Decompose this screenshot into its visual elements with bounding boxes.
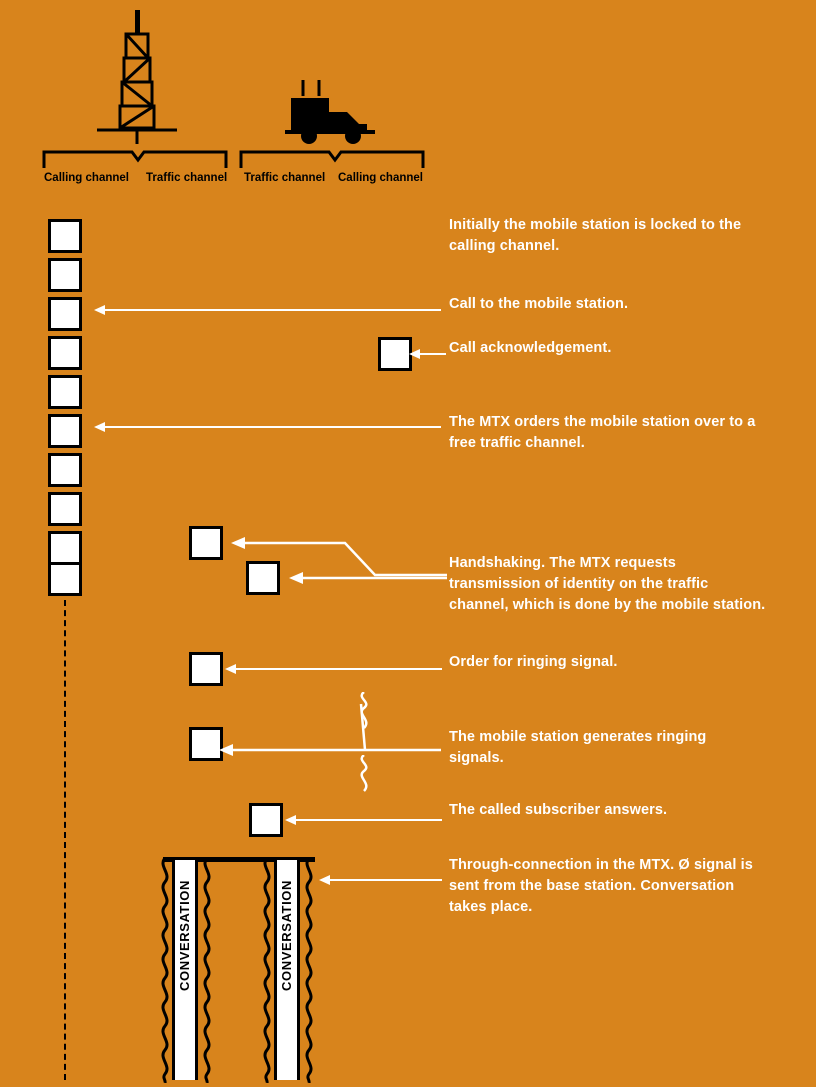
signal-box xyxy=(48,219,82,253)
leader-call-to-mobile xyxy=(105,309,441,311)
leader-subscriber-answers xyxy=(296,819,442,821)
label-base-traffic-channel: Traffic channel xyxy=(146,172,228,184)
conversation-edge-mid-2 xyxy=(260,858,274,1083)
label-mobile-calling-channel: Calling channel xyxy=(338,172,423,184)
radio-tower-icon xyxy=(95,8,191,153)
arrowhead-call-to-mobile xyxy=(94,305,105,315)
arrowhead-through-connection xyxy=(319,875,330,885)
annotation-order-ringing-signal: Order for ringing signal. xyxy=(449,654,618,670)
conversation-label-left: CONVERSATION xyxy=(177,880,192,991)
signal-box-ringing-order xyxy=(189,652,223,686)
leader-mtx-orders xyxy=(105,426,441,428)
annotation-handshaking: Handshaking. The MTX requests transmission of identity on the traffic channel, which is done by the mobile station. xyxy=(449,555,766,613)
annotation-subscriber-answers: The called subscriber answers. xyxy=(449,802,668,818)
leader-order-ringing xyxy=(236,668,442,670)
annotation-mtx-orders-traffic-channel: The MTX orders the mobile station over to a free traffic channel. xyxy=(449,414,756,451)
mobile-truck-icon xyxy=(285,80,377,151)
signal-box xyxy=(48,531,82,565)
signal-box xyxy=(48,336,82,370)
arrowhead-call-acknowledgement xyxy=(409,349,420,359)
leader-ringing-signals xyxy=(215,690,455,800)
signal-box xyxy=(48,414,82,448)
signal-box xyxy=(48,492,82,526)
ringing-squiggle-lower xyxy=(352,755,376,793)
label-base-calling-channel: Calling channel xyxy=(44,172,129,184)
base-station-channel-bracket xyxy=(42,148,228,175)
conversation-edge-mid xyxy=(200,858,214,1083)
signal-box xyxy=(48,562,82,596)
signal-box-handshake-1 xyxy=(189,526,223,560)
signal-box-call-acknowledgement xyxy=(378,337,412,371)
signal-box-subscriber-answers xyxy=(249,803,283,837)
leader-handshaking xyxy=(225,528,455,598)
arrowhead-mtx-orders xyxy=(94,422,105,432)
signal-box xyxy=(48,375,82,409)
signal-box xyxy=(48,453,82,487)
arrowhead-order-ringing xyxy=(225,664,236,674)
label-mobile-traffic-channel: Traffic channel xyxy=(244,172,326,184)
ringing-squiggle-upper xyxy=(352,692,376,730)
conversation-edge-right xyxy=(302,858,316,1083)
leader-through-connection xyxy=(330,879,442,881)
arrowhead-subscriber-answers xyxy=(285,815,296,825)
conversation-edge-left xyxy=(158,858,172,1083)
annotation-through-connection: Through-connection in the MTX. Ø signal is sent from the base station. Conversation takes place. xyxy=(449,857,753,915)
signal-box xyxy=(48,297,82,331)
conversation-label-right: CONVERSATION xyxy=(279,880,294,991)
timeline-dashed-line xyxy=(64,600,66,1080)
annotation-call-to-mobile: Call to the mobile station. xyxy=(449,296,629,312)
annotation-initial-lock: Initially the mobile station is locked to the calling channel. xyxy=(449,217,742,254)
leader-call-acknowledgement xyxy=(418,353,446,355)
annotation-ringing-signals: The mobile station generates ringing signals. xyxy=(449,729,707,766)
annotation-call-acknowledgement: Call acknowledgement. xyxy=(449,340,612,356)
mobile-station-channel-bracket xyxy=(239,148,425,175)
signal-box xyxy=(48,258,82,292)
